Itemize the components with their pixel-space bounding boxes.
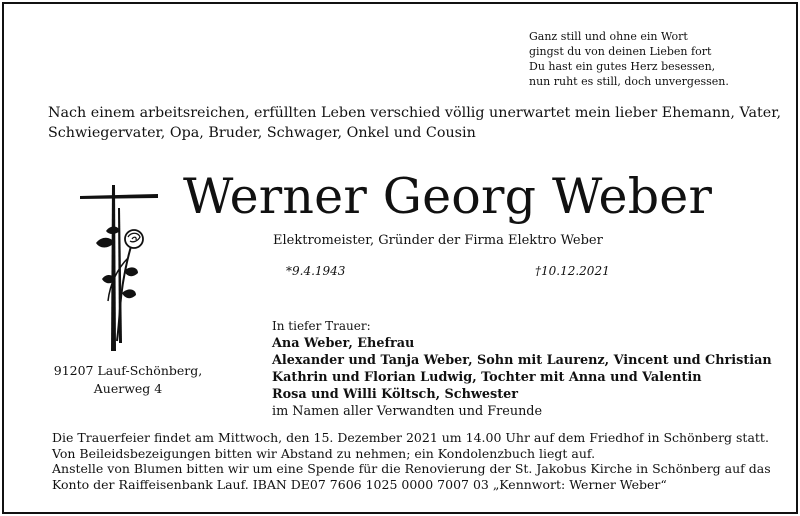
notice-line: Von Beileidsbezeigungen bitten wir Abstand zu nehmen; ein Kondolenzbuch liegt auf.: [52, 445, 596, 461]
funeral-notice: [52, 430, 782, 492]
notice-line: Die Trauerfeier findet am Mittwoch, den 15. Dezember 2021 um 14.00 Uhr auf dem Friedhof in Schönberg statt.: [52, 430, 769, 445]
poem: [529, 29, 789, 89]
intro-line: Nach einem arbeitsreichen, erfüllten Leben verschied völlig unerwartet mein lieber Ehemann, Vater,: [48, 105, 782, 121]
mourners-lead: In tiefer Trauer:: [272, 319, 371, 333]
mourners-closing: im Namen aller Verwandten und Freunde: [272, 404, 543, 419]
address-line: 91207 Lauf-Schönberg,: [53, 363, 203, 378]
address: [48, 362, 208, 398]
address-line: Auerweg 4: [93, 381, 163, 396]
mourner-entry: Alexander und Tanja Weber, Sohn mit Laurenz, Vincent und Christian: [272, 353, 772, 368]
intro-text: [48, 103, 782, 143]
poem-line: nun ruht es still, doch unvergessen.: [529, 75, 729, 88]
birth-date: *9.4.1943: [286, 264, 346, 278]
mourner-entry: Ana Weber, Ehefrau: [272, 336, 415, 351]
cross-with-rose-icon: [78, 183, 160, 353]
poem-line: gingst du von deinen Lieben fort: [529, 45, 712, 58]
mourners-list: [272, 318, 792, 420]
death-date: †10.12.2021: [535, 264, 610, 278]
notice-line: Anstelle von Blumen bitten wir um eine Spende für die Renovierung der St. Jakobus Kirche in Schönberg auf das: [52, 461, 771, 476]
notice-line: Konto der Raiffeisenbank Lauf. IBAN DE07 7606 1025 0000 7007 03 „Kennwort: Werner Weber“: [52, 476, 667, 492]
poem-line: Du hast ein gutes Herz besessen,: [529, 60, 716, 73]
intro-line: Schwiegervater, Opa, Bruder, Schwager, Onkel und Cousin: [48, 125, 476, 141]
deceased-profession: Elektromeister, Gründer der Firma Elektro Weber: [273, 233, 603, 248]
mourner-entry: Kathrin und Florian Ludwig, Tochter mit Anna und Valentin: [272, 370, 702, 385]
mourner-entry: Rosa und Willi Költsch, Schwester: [272, 387, 519, 402]
deceased-name: Werner Georg Weber: [183, 168, 713, 225]
poem-line: Ganz still und ohne ein Wort: [529, 30, 688, 43]
